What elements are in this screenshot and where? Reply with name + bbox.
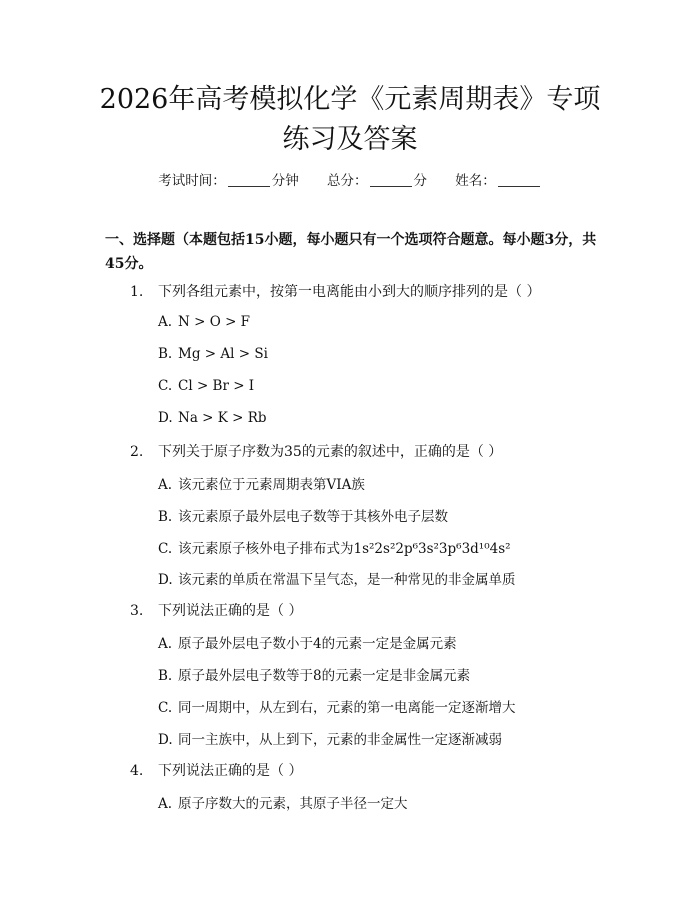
question-number: 4. xyxy=(130,763,144,779)
question-number: 2. xyxy=(130,444,144,460)
answer-option xyxy=(158,314,250,330)
answer-option xyxy=(158,346,268,362)
option-text: Mg > Al > Si xyxy=(178,346,268,362)
question-stem xyxy=(130,760,302,780)
question-stem xyxy=(130,441,502,461)
option-text: 该元素原子核外电子排布式为1s²2s²2p⁶3s²3p⁶3d¹⁰4s² xyxy=(178,541,511,557)
option-letter: B. xyxy=(158,668,173,684)
option-letter: A. xyxy=(158,796,173,812)
total-score-field xyxy=(327,169,427,189)
question-number: 3. xyxy=(130,603,144,619)
student-name-field xyxy=(455,169,542,189)
option-text: 同一周期中，从左到右，元素的第一电离能一定逐渐增大 xyxy=(178,700,516,716)
option-text: 该元素位于元素周期表第VIA族 xyxy=(178,477,365,493)
answer-option xyxy=(158,728,502,748)
answer-option xyxy=(158,792,408,812)
option-text: 原子序数大的元素，其原子半径一定大 xyxy=(178,796,408,812)
option-text: Cl > Br > I xyxy=(178,378,255,394)
student-name-label: 姓名： xyxy=(455,173,496,189)
exam-time-field xyxy=(158,169,299,189)
total-score-blank xyxy=(370,174,412,187)
option-letter: C. xyxy=(158,700,173,716)
answer-option xyxy=(158,410,267,426)
exam-info-line xyxy=(0,169,700,189)
option-letter: D. xyxy=(158,732,173,748)
option-letter: D. xyxy=(158,410,173,426)
answer-option xyxy=(158,378,254,394)
exam-time-blank xyxy=(228,174,270,187)
option-text: 原子最外层电子数小于4的元素一定是金属元素 xyxy=(178,636,457,652)
question-text: 下列说法正确的是（ ） xyxy=(158,603,303,619)
answer-option xyxy=(158,473,365,493)
option-letter: B. xyxy=(158,509,173,525)
total-score-label: 总分： xyxy=(327,173,368,189)
question-text: 下列说法正确的是（ ） xyxy=(158,763,303,779)
option-text: Na > K > Rb xyxy=(178,410,267,426)
answer-option xyxy=(158,568,516,588)
option-text: N > O > F xyxy=(178,314,251,330)
question-number: 1. xyxy=(130,284,144,300)
question-text: 下列关于原子序数为35的元素的叙述中，正确的是（ ） xyxy=(158,444,503,460)
exam-time-label: 考试时间： xyxy=(158,173,226,189)
question-stem xyxy=(130,281,540,301)
student-name-blank xyxy=(498,174,540,187)
page-title: 2026年高考模拟化学《元素周期表》专项练习及答案 xyxy=(99,84,601,155)
option-letter: C. xyxy=(158,378,173,394)
answer-option xyxy=(158,632,457,652)
option-letter: A. xyxy=(158,636,173,652)
section-heading: 一、选择题（本题包括15小题，每小题只有一个选项符合题意。每小题3分，共45分。 xyxy=(105,232,597,272)
option-text: 同一主族中，从上到下，元素的非金属性一定逐渐减弱 xyxy=(178,732,502,748)
answer-option xyxy=(158,696,516,716)
option-text: 该元素原子最外层电子数等于其核外电子层数 xyxy=(178,509,448,525)
question-text: 下列各组元素中，按第一电离能由小到大的顺序排列的是（ ） xyxy=(158,284,541,300)
answer-option xyxy=(158,537,511,557)
exam-time-unit: 分钟 xyxy=(271,173,299,189)
answer-option xyxy=(158,664,470,684)
option-letter: D. xyxy=(158,572,173,588)
option-text: 原子最外层电子数等于8的元素一定是非金属元素 xyxy=(178,668,471,684)
question-stem xyxy=(130,600,302,620)
option-letter: B. xyxy=(158,346,173,362)
total-score-unit: 分 xyxy=(413,173,427,189)
option-letter: A. xyxy=(158,314,173,330)
option-text: 该元素的单质在常温下呈气态，是一种常见的非金属单质 xyxy=(178,572,516,588)
answer-option xyxy=(158,505,448,525)
option-letter: C. xyxy=(158,541,173,557)
option-letter: A. xyxy=(158,477,173,493)
